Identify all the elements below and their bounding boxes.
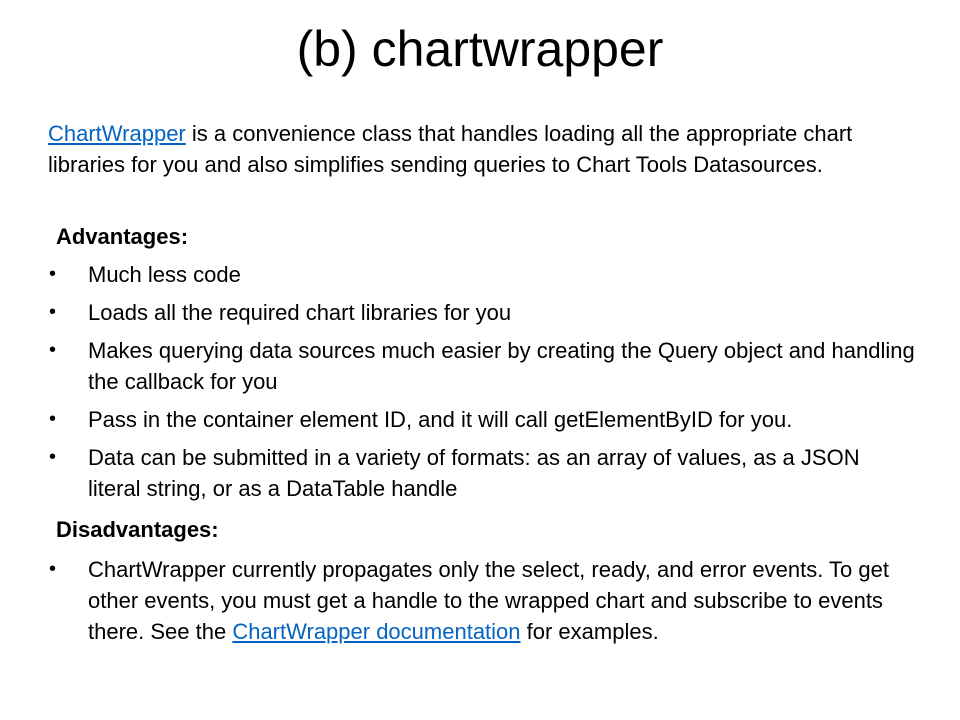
chartwrapper-documentation-link[interactable]: ChartWrapper documentation <box>232 619 521 644</box>
bullet-icon: • <box>49 558 57 580</box>
bullet-icon: • <box>49 263 57 285</box>
list-item-text: ChartWrapper currently propagates only the select, ready, and error events. To get other events, you must get a handle to the wrapped chart and subscribe to events there. See the <box>88 557 889 644</box>
disadvantages-list <box>48 554 918 647</box>
list-item-text: Much less code <box>88 262 241 287</box>
slide-title: (b) chartwrapper <box>296 21 664 77</box>
advantages-list <box>48 259 918 504</box>
list-item-text: Pass in the container element ID, and it will call getElementByID for you. <box>88 407 793 432</box>
advantages-heading: Advantages: <box>56 224 189 249</box>
list-item <box>48 297 918 328</box>
chartwrapper-link[interactable]: ChartWrapper <box>48 121 186 146</box>
list-item <box>48 554 918 647</box>
list-item <box>48 442 918 504</box>
list-item-text: Data can be submitted in a variety of formats: as an array of values, as a JSON literal string, or as a DataTable handle <box>88 445 860 501</box>
list-item-text-end: for examples. <box>520 619 659 644</box>
disadvantages-heading: Disadvantages: <box>56 517 219 542</box>
list-item <box>48 404 918 435</box>
list-item <box>48 259 918 290</box>
bullet-icon: • <box>49 339 57 361</box>
intro-text: is a convenience class that handles loading all the appropriate chart libraries for you and also simplifies sending queries to Chart Tools Datasources. <box>48 121 853 177</box>
intro-paragraph <box>48 118 918 180</box>
list-item <box>48 335 918 397</box>
list-item-text: Makes querying data sources much easier by creating the Query object and handling the callback for you <box>88 338 915 394</box>
bullet-icon: • <box>49 408 57 430</box>
bullet-icon: • <box>49 301 57 323</box>
list-item-text: Loads all the required chart libraries for you <box>88 300 512 325</box>
bullet-icon: • <box>49 446 57 468</box>
